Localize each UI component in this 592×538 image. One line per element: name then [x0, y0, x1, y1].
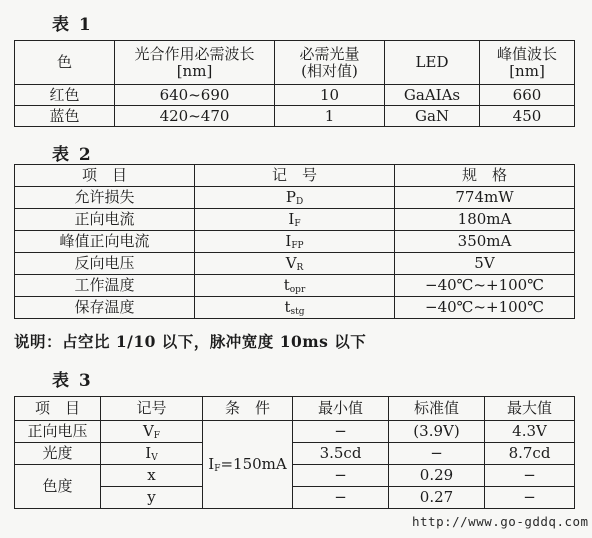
table-row	[15, 443, 575, 465]
table2-spec: 774mW	[395, 187, 575, 209]
table-row	[15, 231, 575, 253]
table3-symbol: $I_V$	[101, 443, 203, 465]
table1-cell: GaN	[385, 106, 480, 127]
table2-spec: 5V	[395, 253, 575, 275]
table3-typ: 0.27	[389, 487, 485, 509]
table3	[14, 396, 575, 509]
table-row	[15, 465, 575, 487]
table-row	[15, 85, 575, 106]
table1-header-color: 色	[15, 41, 115, 85]
table2-item: 允许损失	[15, 187, 195, 209]
table3-item: 光度	[15, 443, 101, 465]
table2-item: 保存温度	[15, 297, 195, 319]
table1	[14, 40, 575, 127]
table2-item: 峰值正向电流	[15, 231, 195, 253]
table-row	[15, 253, 575, 275]
table-row	[15, 421, 575, 443]
table2-header-symbol: 记 号	[195, 165, 395, 187]
table1-cell: 10	[275, 85, 385, 106]
table3-symbol: $V_F$	[101, 421, 203, 443]
table3-min: −	[293, 487, 389, 509]
table2-symbol: $I_{FP}$	[195, 231, 395, 253]
table1-cell: 蓝色	[15, 106, 115, 127]
table3-condition: $I_F=150mA$	[203, 421, 293, 509]
table2-spec: −40℃~+100℃	[395, 275, 575, 297]
table3-min: −	[293, 465, 389, 487]
table3-symbol: y	[101, 487, 203, 509]
table1-title: 表 1	[52, 15, 93, 35]
table3-header-symbol: 记号	[101, 397, 203, 421]
table1-cell: 420~470	[115, 106, 275, 127]
table1-header-peak: 峰值波长 [nm]	[480, 41, 575, 85]
table2-symbol: $t_{stg}$	[195, 297, 395, 319]
table1-cell: 450	[480, 106, 575, 127]
table1-header-led: LED	[385, 41, 480, 85]
table2-header-row	[15, 165, 575, 187]
table2-item: 正向电流	[15, 209, 195, 231]
table2-symbol: $I_F$	[195, 209, 395, 231]
table-row	[15, 209, 575, 231]
table3-header-min: 最小值	[293, 397, 389, 421]
table2-title: 表 2	[52, 145, 93, 165]
table3-title: 表 3	[52, 371, 93, 391]
table3-min: −	[293, 421, 389, 443]
table3-min: 3.5cd	[293, 443, 389, 465]
table1-cell: 640~690	[115, 85, 275, 106]
table3-symbol: x	[101, 465, 203, 487]
table3-max: 4.3V	[485, 421, 575, 443]
table3-max: 8.7cd	[485, 443, 575, 465]
table3-header-typ: 标准值	[389, 397, 485, 421]
table3-typ: −	[389, 443, 485, 465]
table1-header-light-amount: 必需光量 (相对值)	[275, 41, 385, 85]
table1-cell: 红色	[15, 85, 115, 106]
table3-max: −	[485, 487, 575, 509]
table2-symbol: $V_R$	[195, 253, 395, 275]
table3-header-item: 项 目	[15, 397, 101, 421]
table3-typ: (3.9V)	[389, 421, 485, 443]
table1-cell: GaAIAs	[385, 85, 480, 106]
table2-item: 反向电压	[15, 253, 195, 275]
table1-cell: 660	[480, 85, 575, 106]
table-row	[15, 106, 575, 127]
table2-header-spec: 规 格	[395, 165, 575, 187]
table3-header-row	[15, 397, 575, 421]
table1-header-wavelength: 光合作用必需波长 [nm]	[115, 41, 275, 85]
table-row	[15, 187, 575, 209]
table3-header-max: 最大值	[485, 397, 575, 421]
table-row	[15, 297, 575, 319]
table2-item: 工作温度	[15, 275, 195, 297]
table2-symbol: $P_D$	[195, 187, 395, 209]
table-row	[15, 275, 575, 297]
table2-symbol: $t_{opr}$	[195, 275, 395, 297]
table2-spec: −40℃~+100℃	[395, 297, 575, 319]
table3-max: −	[485, 465, 575, 487]
table2-header-item: 项 目	[15, 165, 195, 187]
table2-note: 说明：占空比 1/10 以下，脉冲宽度 10ms 以下	[14, 332, 367, 351]
table1-cell: 1	[275, 106, 385, 127]
table3-typ: 0.29	[389, 465, 485, 487]
table2-spec: 350mA	[395, 231, 575, 253]
table1-header-row	[15, 41, 575, 85]
table3-header-condition: 条 件	[203, 397, 293, 421]
table2	[14, 164, 575, 319]
table2-spec: 180mA	[395, 209, 575, 231]
watermark-url: http://www.go-gddq.com	[412, 514, 589, 529]
table3-item: 色度	[15, 465, 101, 509]
table3-item: 正向电压	[15, 421, 101, 443]
